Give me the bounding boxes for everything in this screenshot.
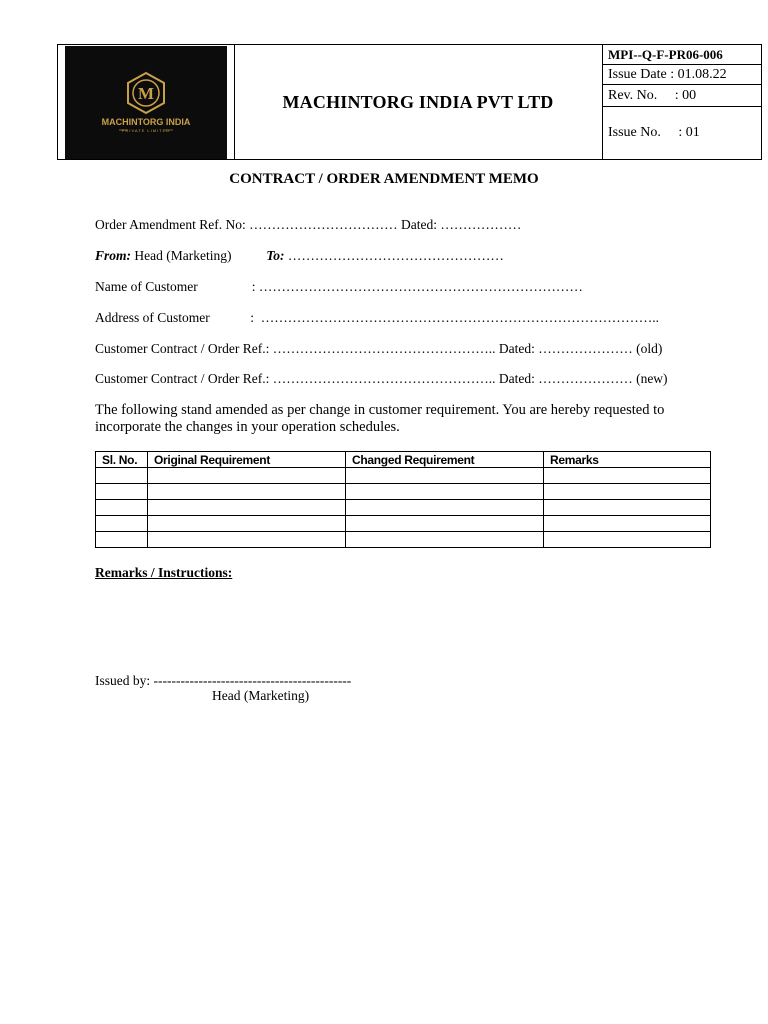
document-header [57,44,762,160]
issued-by-line: Issued by: -------------------------------------------- [95,673,352,688]
amendment-ref-line: Order Amendment Ref. No: …………………………… Dated: ……………… [95,217,522,232]
table-row [96,516,711,532]
logo-emblem-icon [65,46,227,159]
col-original-requirement: Original Requirement [148,452,346,468]
issued-role: Head (Marketing) [212,688,310,703]
page-title: CONTRACT / ORDER AMENDMENT MEMO [229,171,539,187]
to-value: ………………………………………… [287,248,504,263]
amendment-table [95,451,711,548]
document-meta [602,45,761,159]
company-logo [65,46,227,159]
issue-date: Issue Date : 01.08.22 [602,65,761,85]
instruction-paragraph: The following stand amended as per change in customer requirement. You are hereby requested to incorporate the changes in your operation schedules. [95,402,665,435]
to-label: To: [266,248,285,263]
logo-cell [58,45,235,159]
col-sl-no: Sl. No. [96,452,148,468]
customer-name-line: Name of Customer : ……………………………………………………………… [95,279,583,294]
table-row [96,500,711,516]
col-remarks: Remarks [544,452,711,468]
logo-letter: M [137,84,155,103]
rev-no: Rev. No. : 00 [602,85,761,107]
from-label: From: [95,248,132,263]
remarks-heading: Remarks / Instructions: [95,565,233,580]
from-to-line [95,248,504,264]
table-row [96,468,711,484]
table-header-row [96,452,711,468]
company-name: MACHINTORG INDIA PVT LTD [282,91,554,112]
from-value: Head (Marketing) [134,248,232,263]
logo-subtext: PRIVATE LIMITED [121,128,171,133]
contract-ref-new-line: Customer Contract / Order Ref.: ………………………………………….. Dated: ………………… (new) [95,371,668,386]
customer-address-line: Address of Customer : …………………………………………………………………………….. [95,310,659,325]
company-cell [234,45,603,159]
col-changed-requirement: Changed Requirement [346,452,544,468]
table-row [96,532,711,548]
logo-text: MACHINTORG INDIA [101,117,191,127]
table-row [96,484,711,500]
contract-ref-old-line: Customer Contract / Order Ref.: ………………………………………….. Dated: ………………… (old) [95,341,663,356]
doc-code: MPI--Q-F-PR06-006 [602,45,761,65]
issue-no: Issue No. : 01 [608,125,700,140]
